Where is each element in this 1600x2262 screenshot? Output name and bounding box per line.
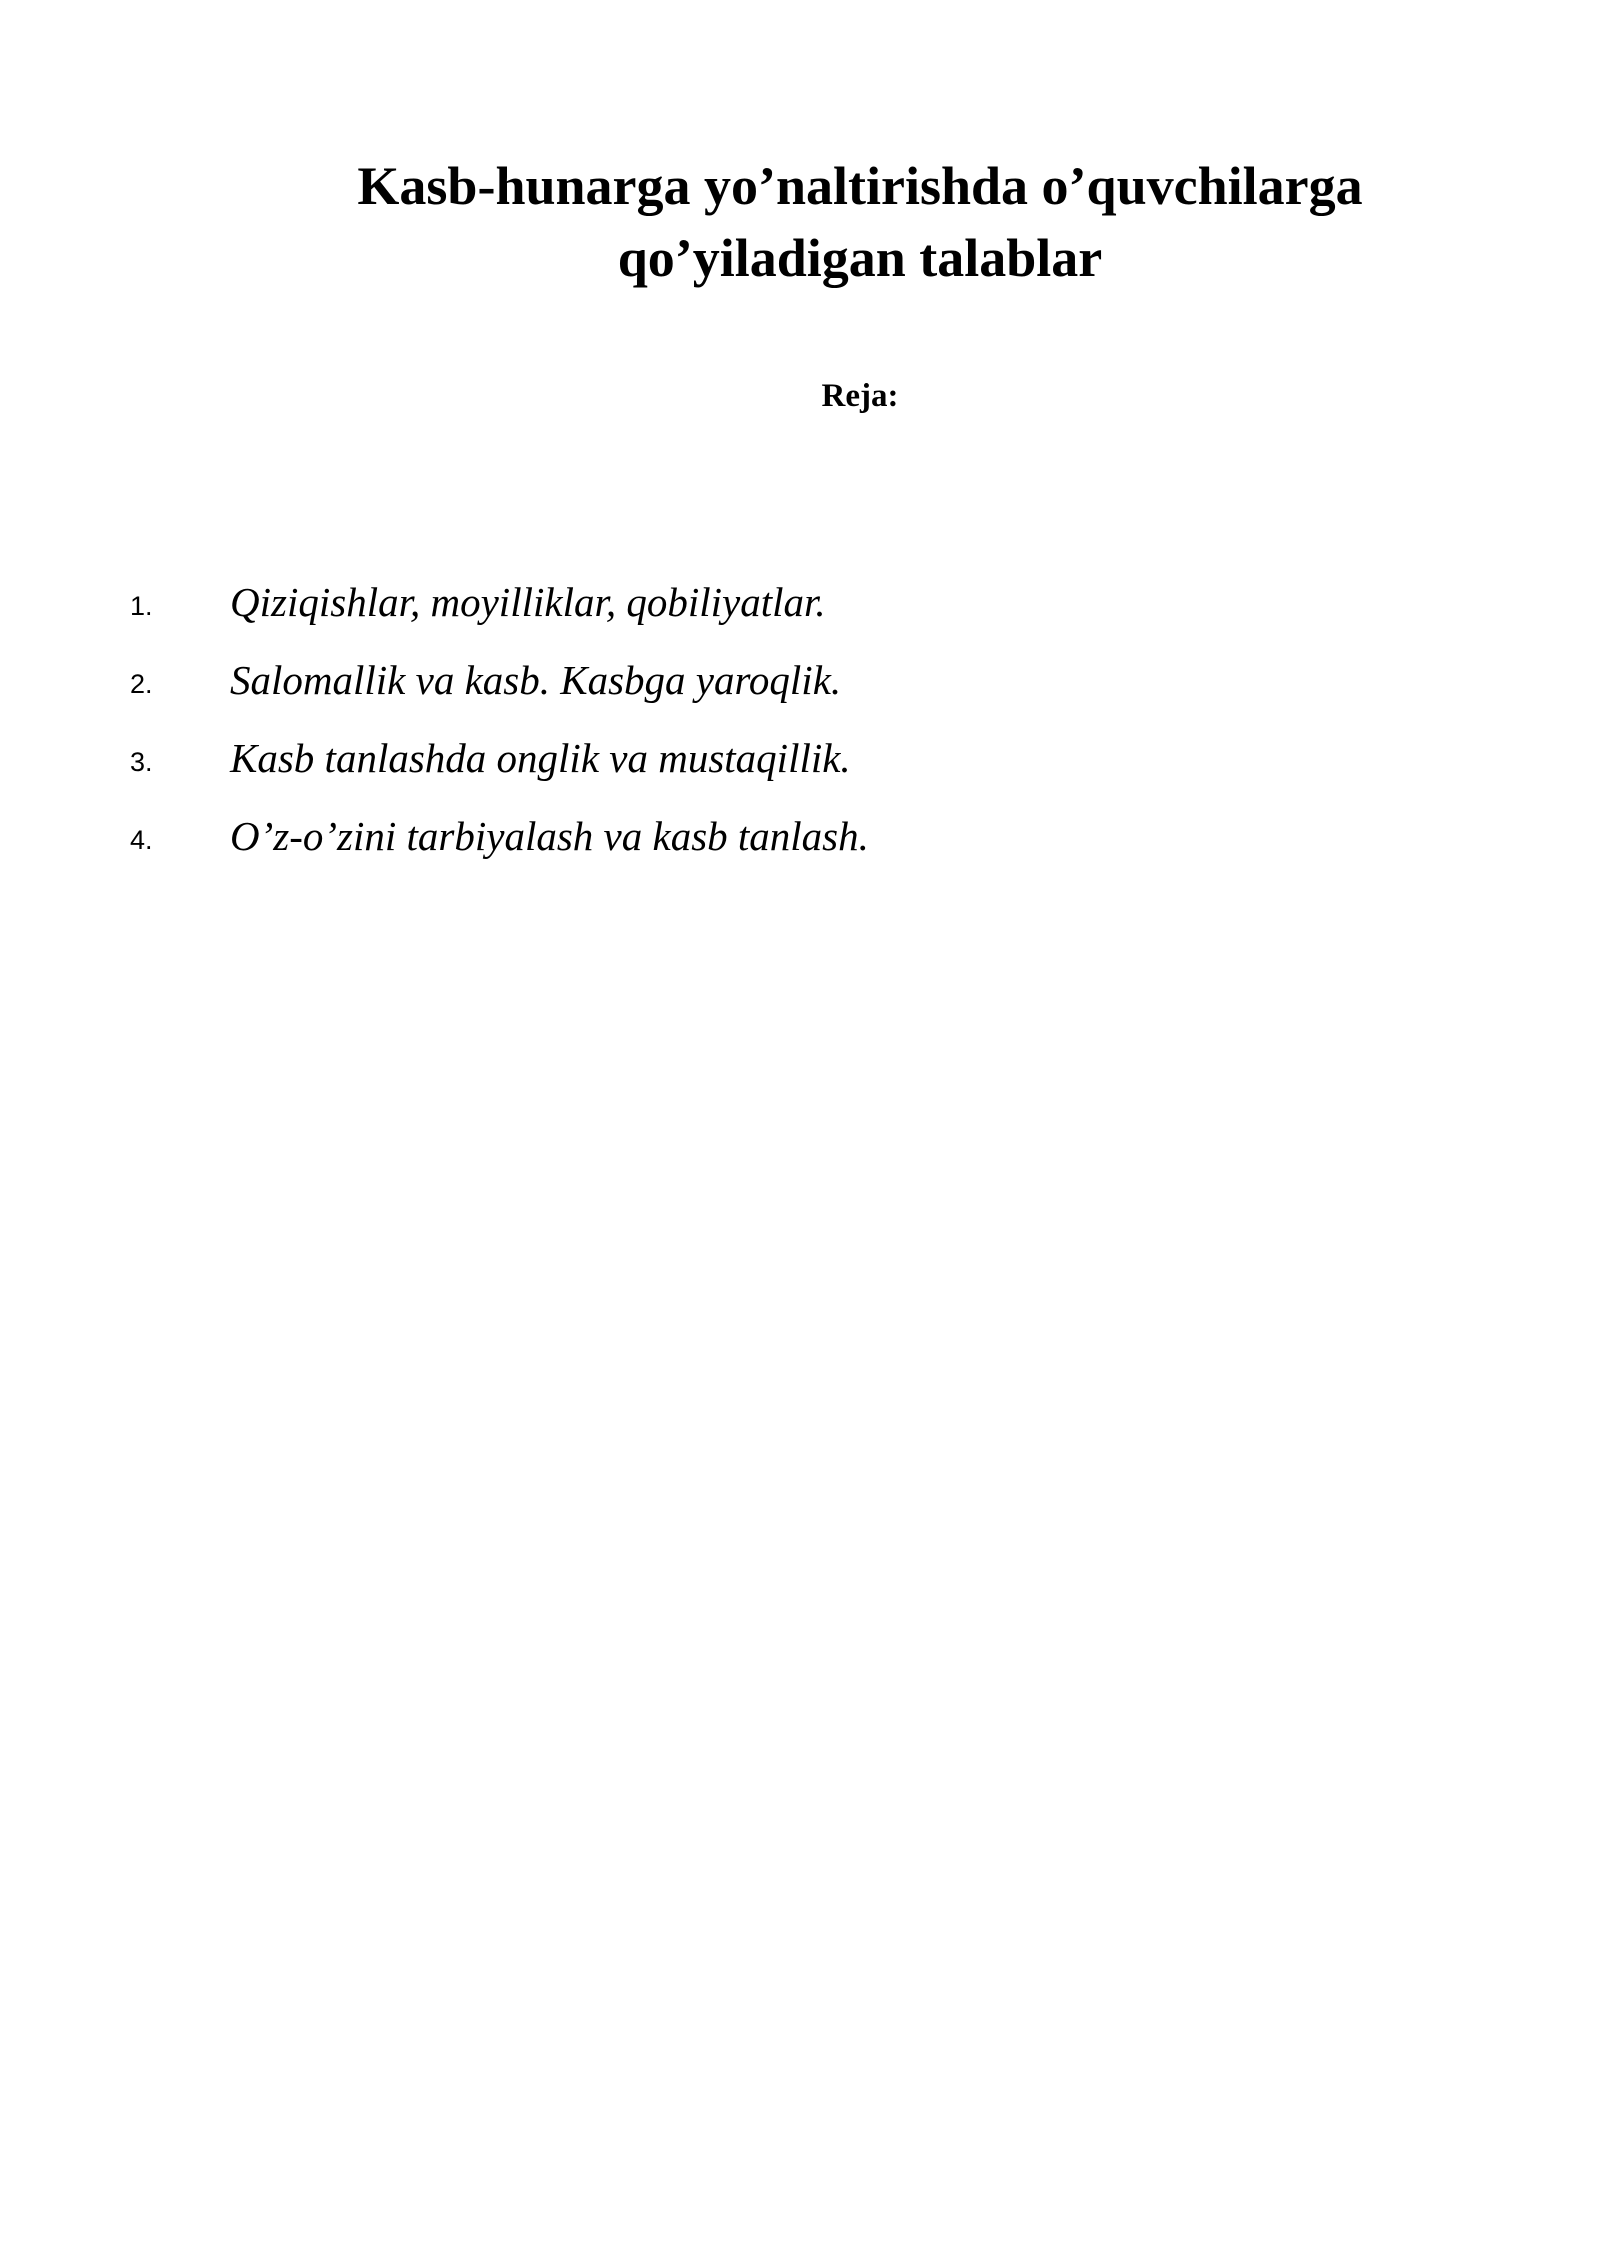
list-item	[130, 574, 1430, 652]
list-item	[130, 652, 1430, 730]
page-title	[250, 150, 1470, 294]
list-item-number: 2.	[130, 669, 153, 699]
plan-heading: Reja:	[821, 378, 899, 414]
list-item-number: 3.	[130, 747, 153, 777]
list-item-text: Qiziqishlar, moyilliklar, qobiliyatlar.	[230, 579, 826, 625]
list-item	[130, 808, 1430, 886]
title-line-2: qo’yiladigan talablar	[617, 228, 1103, 288]
list-item	[130, 730, 1430, 808]
list-item-text: Kasb tanlashda onglik va mustaqillik.	[230, 735, 851, 781]
plan-list	[130, 574, 1430, 886]
list-item-number: 1.	[130, 591, 153, 621]
list-item-number: 4.	[130, 825, 153, 855]
list-item-text: Salomallik va kasb. Kasbga yaroqlik.	[230, 657, 842, 703]
title-line-1: Kasb-hunarga yo’naltirishda o’quvchilarga	[357, 156, 1363, 216]
list-item-text: O’z-o’zini tarbiyalash va kasb tanlash.	[230, 813, 869, 859]
